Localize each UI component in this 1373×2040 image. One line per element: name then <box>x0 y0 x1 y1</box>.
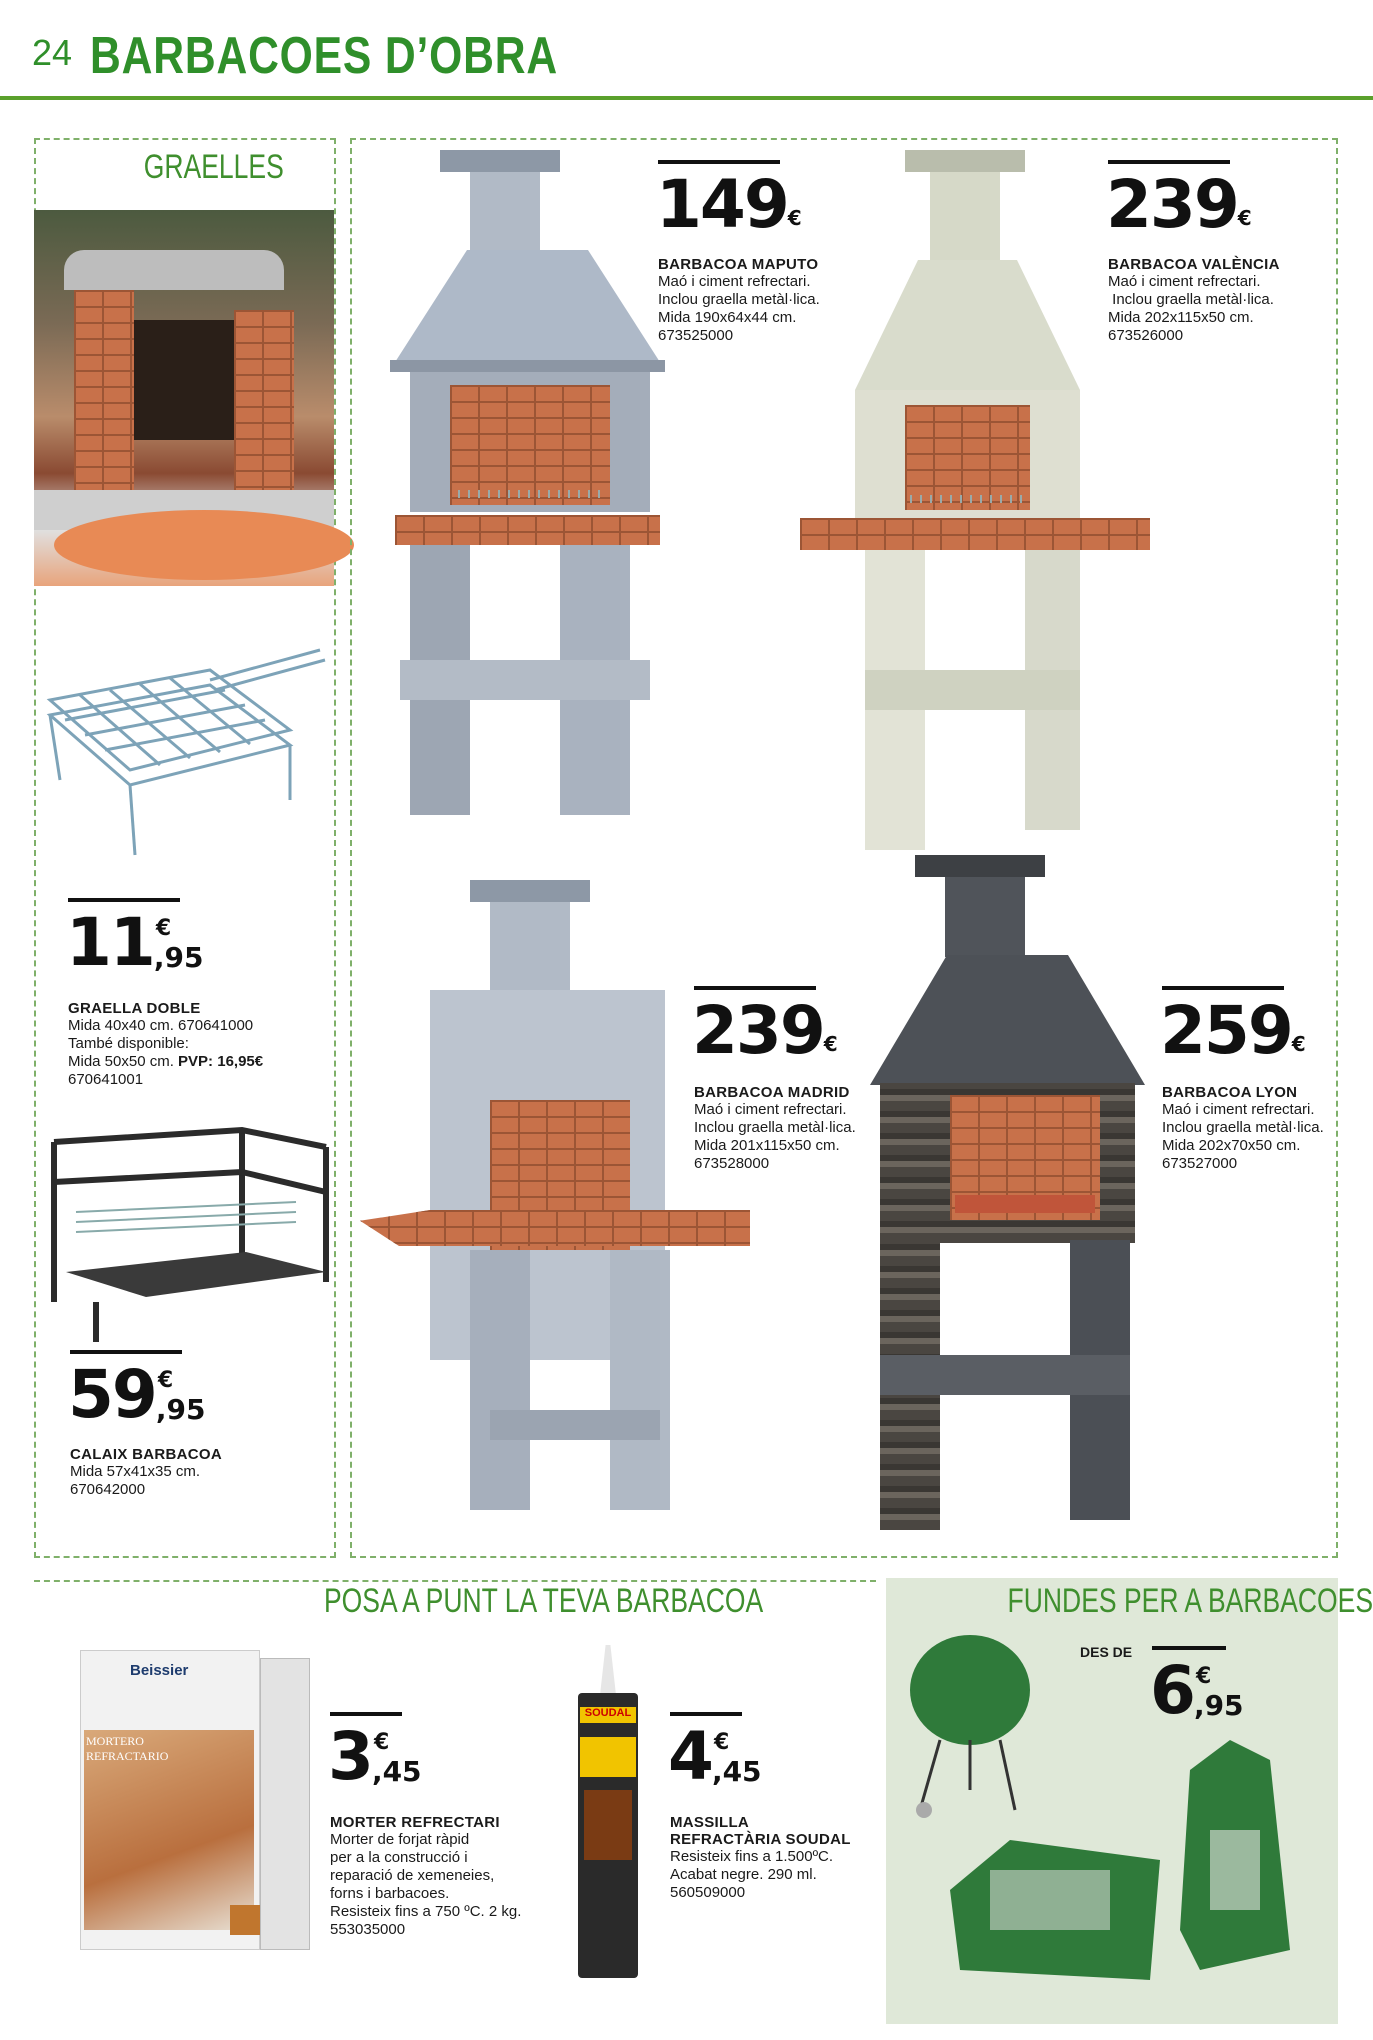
maputo-price-bar <box>658 160 780 164</box>
header-rule <box>0 96 1373 100</box>
graella-price <box>66 904 204 981</box>
lyon-price-bar <box>1162 986 1284 990</box>
beissier-box-image <box>80 1650 310 1950</box>
page-number: 24 <box>32 32 73 73</box>
morter-details: MORTER REFRECTARI Morter de forjat ràpid per a la construcció i reparació de xemeneies, forns i barbacoes. Resisteix fins a 750 ºC. 2 kg. 553035000 <box>330 1814 560 1939</box>
beissier-product-text: MORTERO REFRACTARIO <box>86 1734 169 1763</box>
product-name: BARBACOA MAPUTO <box>658 256 819 273</box>
lyon-details: BARBACOA LYON Maó i ciment refrectari. Inclou graella metàl·lica. Mida 202x70x50 cm. 673527000 <box>1162 1084 1362 1173</box>
valencia-details: BARBACOA VALÈNCIA Maó i ciment refrectari. Inclou graella metàl·lica. Mida 202x115x50 cm. 673526000 <box>1108 256 1308 345</box>
product-name-line2: REFRACTÀRIA SOUDAL <box>670 1831 851 1848</box>
massilla-price-cents: ,45 <box>711 1755 762 1788</box>
calaix-price-bar <box>70 1350 182 1354</box>
calaix-details: CALAIX BARBACOA Mida 57x41x35 cm. 670642000 <box>70 1446 330 1499</box>
soudal-tube-image <box>570 1645 650 1980</box>
product-name: BARBACOA LYON <box>1162 1084 1298 1101</box>
graella-doble-image <box>40 640 330 870</box>
euro-symbol: € <box>1291 1032 1306 1056</box>
euro-symbol: € <box>373 1730 390 1755</box>
madrid-price <box>692 992 864 1069</box>
barbacoa-madrid-image <box>360 880 760 1540</box>
soudal-brand: SOUDAL <box>580 1707 636 1723</box>
calaix-price-cents: ,95 <box>155 1393 206 1426</box>
product-name: CALAIX BARBACOA <box>70 1446 222 1463</box>
fundes-price-cents: ,95 <box>1193 1689 1244 1722</box>
graella-details: GRAELLA DOBLE Mida 40x40 cm. 670641000 També disponible: Mida 50x50 cm. PVP: 16,95€ 670641001 <box>68 1000 328 1089</box>
fundes-title: FUNDES PER A BARBACOES <box>1007 1582 1373 1620</box>
morter-price-bar <box>330 1712 402 1716</box>
page-title: BARBACOES D’OBRA <box>90 27 558 85</box>
graella-price-int: 11 <box>66 904 154 981</box>
euro-symbol: € <box>1237 206 1252 230</box>
madrid-price-int: 239 <box>692 992 824 1069</box>
euro-symbol: € <box>787 206 802 230</box>
euro-symbol: € <box>155 916 172 941</box>
barbacoa-lyon-image <box>870 855 1150 1545</box>
product-name: BARBACOA VALÈNCIA <box>1108 256 1280 273</box>
graella-price-bar <box>68 898 180 902</box>
product-name-line1: MASSILLA <box>670 1814 750 1831</box>
massilla-price-int: 4 <box>668 1718 712 1795</box>
graelles-title: GRAELLES <box>143 148 284 186</box>
morter-price <box>328 1718 422 1795</box>
beissier-brand: Beissier <box>130 1662 189 1679</box>
euro-symbol: € <box>157 1368 174 1393</box>
barbacoa-maputo-image <box>390 150 670 840</box>
product-name: BARBACOA MADRID <box>694 1084 850 1101</box>
calaix-price <box>68 1356 206 1433</box>
maputo-details: BARBACOA MAPUTO Maó i ciment refrectari. Inclou graella metàl·lica. Mida 190x64x44 cm. 673525000 <box>658 256 858 345</box>
calaix-barbacoa-image <box>46 1122 346 1342</box>
graella-price-cents: ,95 <box>153 941 204 974</box>
massilla-price <box>668 1718 762 1795</box>
euro-symbol: € <box>1195 1664 1212 1689</box>
calaix-price-int: 59 <box>68 1356 156 1433</box>
product-name: MORTER REFRECTARI <box>330 1814 500 1831</box>
fundes-prefix: DES DE <box>1080 1644 1133 1660</box>
euro-symbol: € <box>713 1730 730 1755</box>
massilla-details: MASSILLA REFRACTÀRIA SOUDAL Resisteix fins a 1.500ºC. Acabat negre. 290 ml. 560509000 <box>670 1814 870 1902</box>
grill-photo <box>34 210 334 586</box>
valencia-price <box>1106 166 1278 243</box>
madrid-price-bar <box>694 986 816 990</box>
massilla-price-bar <box>670 1712 742 1716</box>
morter-price-cents: ,45 <box>371 1755 422 1788</box>
maputo-price-int: 149 <box>656 166 788 243</box>
lyon-price-int: 259 <box>1160 992 1292 1069</box>
barbacoa-valencia-image <box>795 150 1155 860</box>
lyon-price <box>1160 992 1332 1069</box>
valencia-price-int: 239 <box>1106 166 1238 243</box>
euro-symbol: € <box>823 1032 838 1056</box>
bbq-covers-image <box>900 1630 1330 2010</box>
morter-price-int: 3 <box>328 1718 372 1795</box>
madrid-details: BARBACOA MADRID Maó i ciment refrectari. Inclou graella metàl·lica. Mida 201x115x50 cm. 673528000 <box>694 1084 894 1173</box>
fundes-price-int: 6 <box>1150 1652 1194 1729</box>
valencia-price-bar <box>1108 160 1230 164</box>
posa-a-punt-title: POSA A PUNT LA TEVA BARBACOA <box>323 1582 764 1620</box>
product-name: GRAELLA DOBLE <box>68 1000 201 1017</box>
